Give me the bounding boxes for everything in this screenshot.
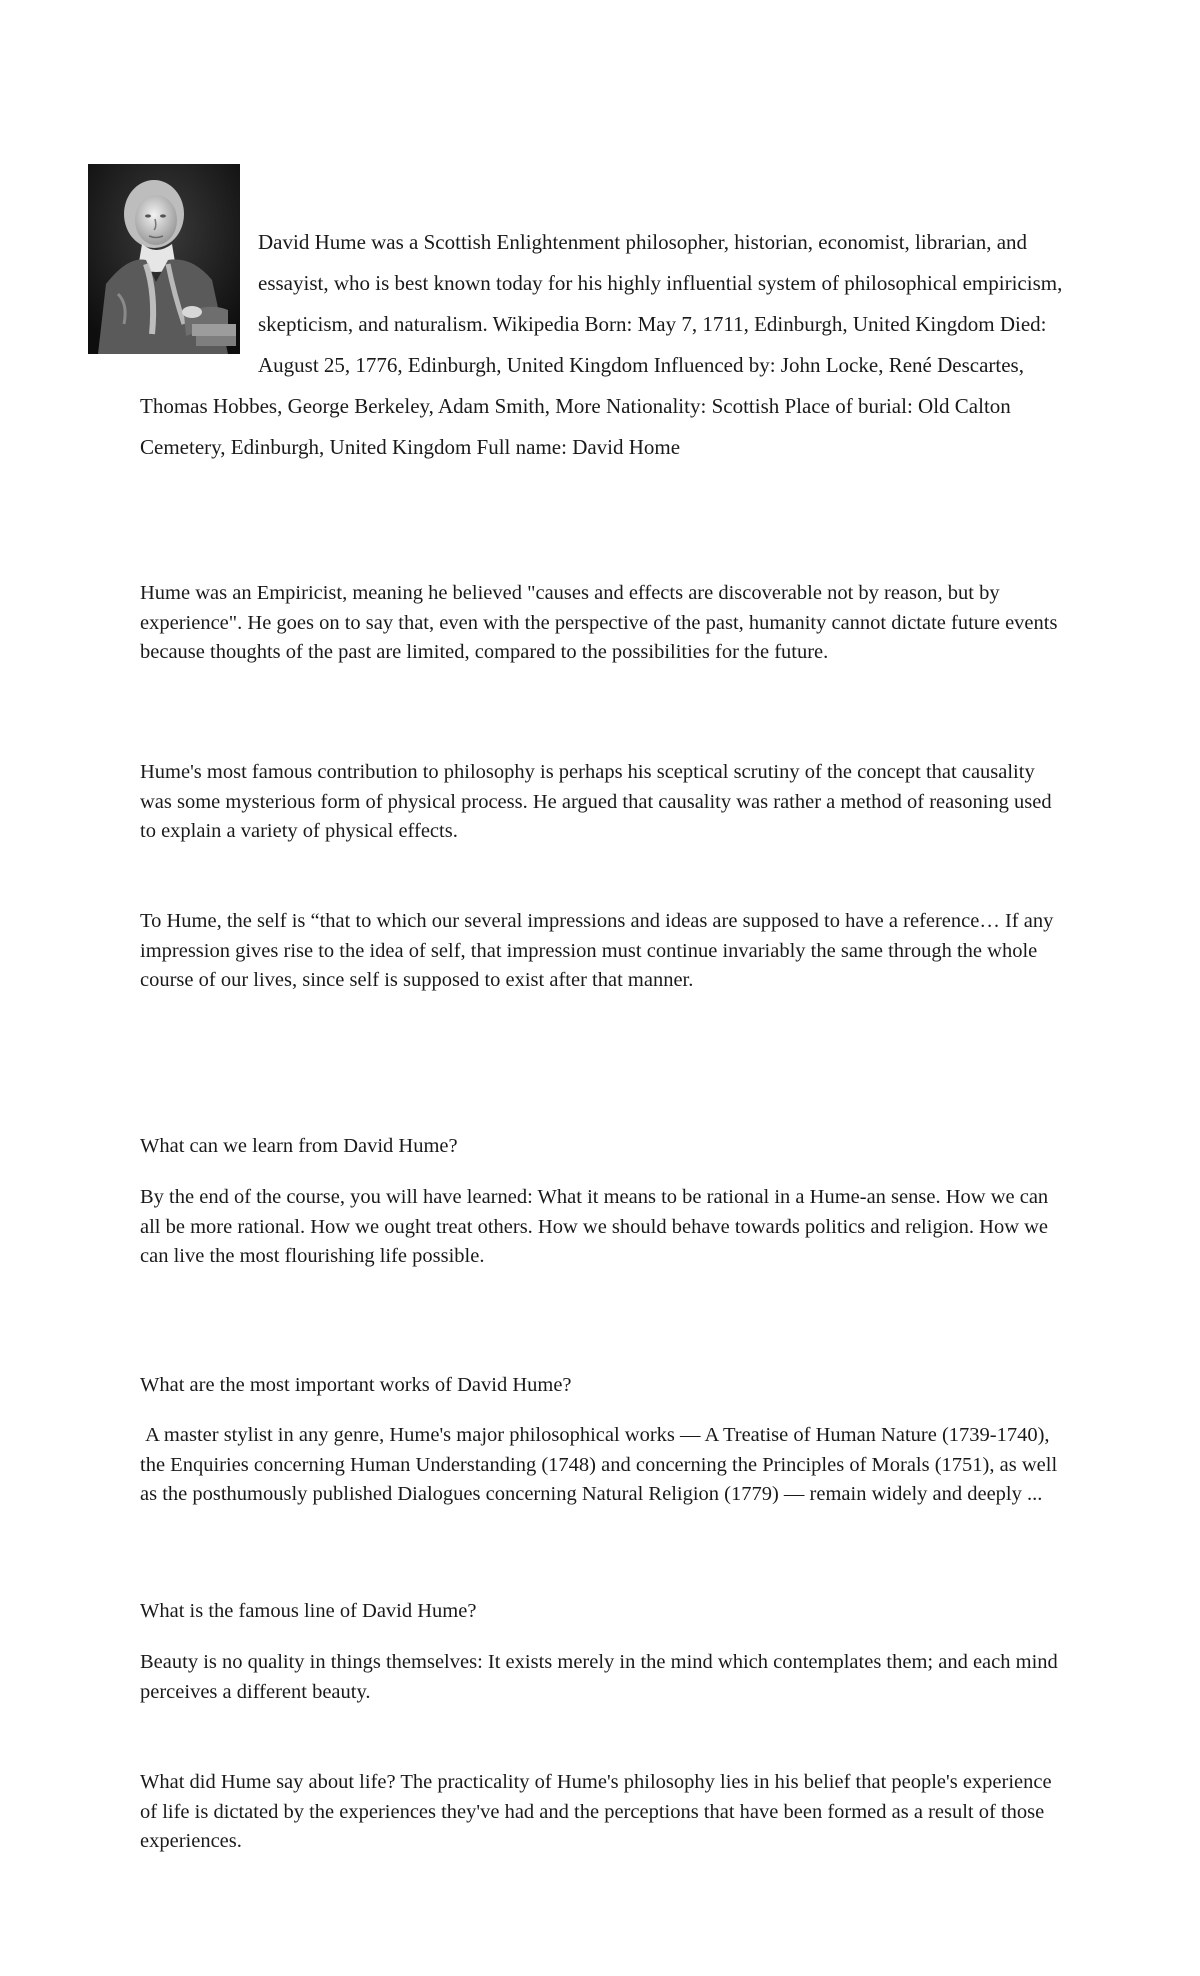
famous-line-heading: What is the famous line of David Hume? <box>140 1600 477 1622</box>
works-heading: What are the most important works of David Hume? <box>140 1374 572 1396</box>
intro-text: David Hume was a Scottish Enlightenment philosopher, historian, economist, librarian, and essayist, who is best known today for his highly influential system of philosophical empiricism, skepticism, and naturalism. Wikipedia Born: May 7, 1711, Edinburgh, United Kingdom Died: August 25, 1776, Edinburgh, United Kingdom Influenced by: John Locke, René Descartes, Thomas Hobbes, George Berkeley, Adam Smith, More Nationality: Scottish Place of burial: Old Calton Cemetery, Edinburgh, United Kingdom Full name: David Home <box>140 230 1063 459</box>
empiricist-paragraph: Hume was an Empiricist, meaning he believed "causes and effects are discoverable not by reason, but by experience". He goes on to say that, even with the perspective of the past, humanity cannot dictate future events because thoughts of the past are limited, compared to the possibilities for the future. <box>140 582 1058 663</box>
learn-heading: What can we learn from David Hume? <box>140 1135 458 1157</box>
works-paragraph: A master stylist in any genre, Hume's major philosophical works — A Treatise of Human Nature (1739-1740), the Enquiries concerning Human Understanding (1748) and concerning the Principles of Morals (1751), as well as the posthumously published Dialogues concerning Natural Religion (1779) — remain widely and deeply ... <box>140 1424 1063 1505</box>
learn-paragraph: By the end of the course, you will have learned: What it means to be rational in a Hume-an sense. How we can all be more rational. How we ought treat others. How we should behave towards politics and religion. How we can live the most flourishing life possible. <box>140 1186 1049 1267</box>
intro-paragraph <box>140 222 1080 468</box>
self-paragraph: To Hume, the self is “that to which our several impressions and ideas are supposed to have a reference… If any impression gives rise to the idea of self, that impression must continue invariably the same through the whole course of our lives, since self is supposed to exist after that manner. <box>140 910 1054 991</box>
causality-paragraph: Hume's most famous contribution to philosophy is perhaps his sceptical scrutiny of the concept that causality was some mysterious form of physical process. He argued that causality was rather a method of reasoning used to explain a variety of physical effects. <box>140 761 1052 842</box>
famous-line-paragraph: Beauty is no quality in things themselves: It exists merely in the mind which contemplates them; and each mind perceives a different beauty. <box>140 1651 1058 1703</box>
life-paragraph: What did Hume say about life? The practicality of Hume's philosophy lies in his belief that people's experience of life is dictated by the experiences they've had and the perceptions that have been formed as a result of those experiences. <box>140 1771 1052 1852</box>
intro-image-spacer <box>140 222 258 386</box>
